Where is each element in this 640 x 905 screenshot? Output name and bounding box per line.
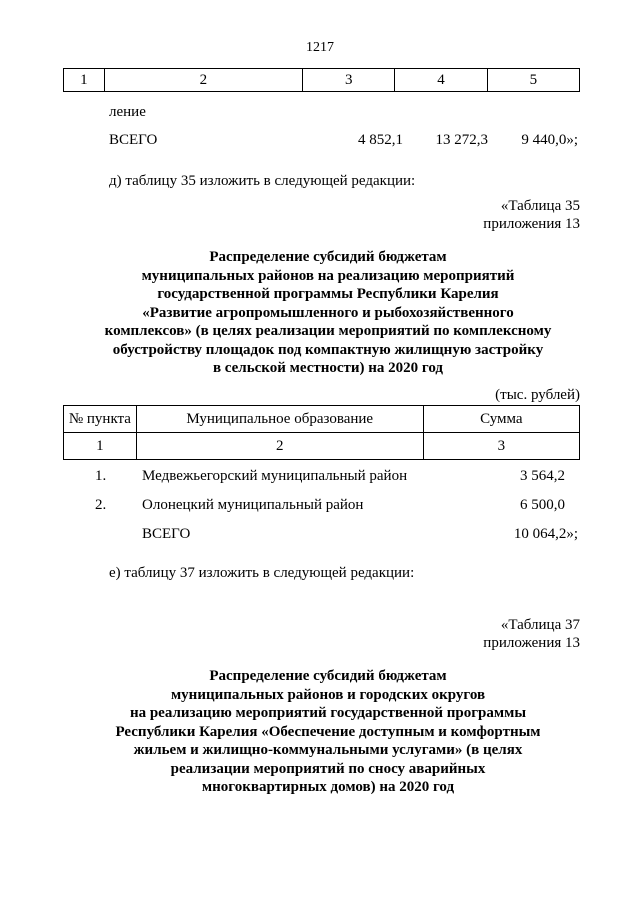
table37-title-line: на реализацию мероприятий государственной программы (129, 705, 527, 721)
top-total-value-3: 9 440,0»; (521, 132, 578, 148)
top-table-header (63, 68, 580, 92)
table35-title-line: комплексов» (в целях реализации мероприятий по комплексному (104, 323, 552, 339)
instruction-e: е) таблицу 37 изложить в следующей редакции: (109, 565, 415, 581)
table35-row2-sum: 6 500,0 (520, 497, 565, 513)
table35-title-line: «Развитие агропромышленного и рыбохозяйственного (142, 304, 514, 321)
top-total-value-1: 4 852,1 (358, 132, 403, 148)
table35-title-line: в сельской местности) на 2020 год (212, 360, 444, 376)
top-total-label: ВСЕГО (109, 132, 158, 148)
table35-colnum-2: 2 (136, 433, 423, 460)
table37-title-line: Республики Карелия «Обеспечение доступным и комфортным (115, 723, 541, 740)
page-number: 1217 (306, 40, 334, 55)
instruction-d: д) таблицу 35 изложить в следующей редакции: (109, 173, 416, 189)
table35-row1-name: Медвежьегорский муниципальный район (142, 468, 408, 484)
table35-title-line: Распределение субсидий бюджетам (209, 249, 447, 265)
table37-title-line: жильем и жилищно-коммунальными услугами» (в целях (133, 742, 523, 758)
table37-title-line: муниципальных районов и городских округов (170, 686, 486, 703)
table35-col-sum: Сумма (423, 406, 579, 433)
table35-colnum-3: 3 (423, 433, 579, 460)
col-3: 3 (303, 69, 395, 92)
table35-colnum-1: 1 (64, 433, 137, 460)
table35-ref-line2: приложения 13 (483, 216, 580, 232)
table37-title-line: многоквартирных домов) на 2020 год (201, 779, 455, 795)
table37-ref-line2: приложения 13 (483, 635, 580, 651)
table35-ref-line1: «Таблица 35 (500, 198, 580, 214)
top-total-value-2: 13 272,3 (435, 132, 488, 148)
col-5: 5 (487, 69, 579, 92)
table35-row2-name: Олонецкий муниципальный район (142, 497, 364, 513)
continuation-text: ление (109, 104, 146, 120)
table37-title-line: Распределение субсидий бюджетам (209, 668, 447, 684)
table35-total-label: ВСЕГО (142, 526, 191, 542)
table35-row1-sum: 3 564,2 (520, 468, 565, 484)
col-1: 1 (64, 69, 105, 92)
table35-col-municipality: Муниципальное образование (136, 406, 423, 433)
table35-row1-num: 1. (95, 468, 107, 484)
table37-ref-line1: «Таблица 37 (500, 617, 580, 633)
table35-col-num: № пункта (64, 406, 137, 433)
table35-row2-num: 2. (95, 497, 107, 513)
table37-title-line: реализации мероприятий по сносу аварийных (170, 760, 486, 777)
col-2: 2 (104, 69, 302, 92)
table35-title-line: обустройству площадок под компактную жилищную застройку (112, 341, 544, 358)
col-4: 4 (395, 69, 487, 92)
table37-title (60, 667, 596, 797)
table35-title (60, 248, 596, 378)
table35-total-sum: 10 064,2»; (513, 526, 578, 542)
table35-header (63, 405, 580, 460)
table35-units: (тыс. рублей) (495, 387, 580, 403)
table35-title-line: муниципальных районов на реализацию мероприятий (141, 267, 515, 284)
table35-title-line: государственной программы Республики Карелия (157, 286, 499, 302)
